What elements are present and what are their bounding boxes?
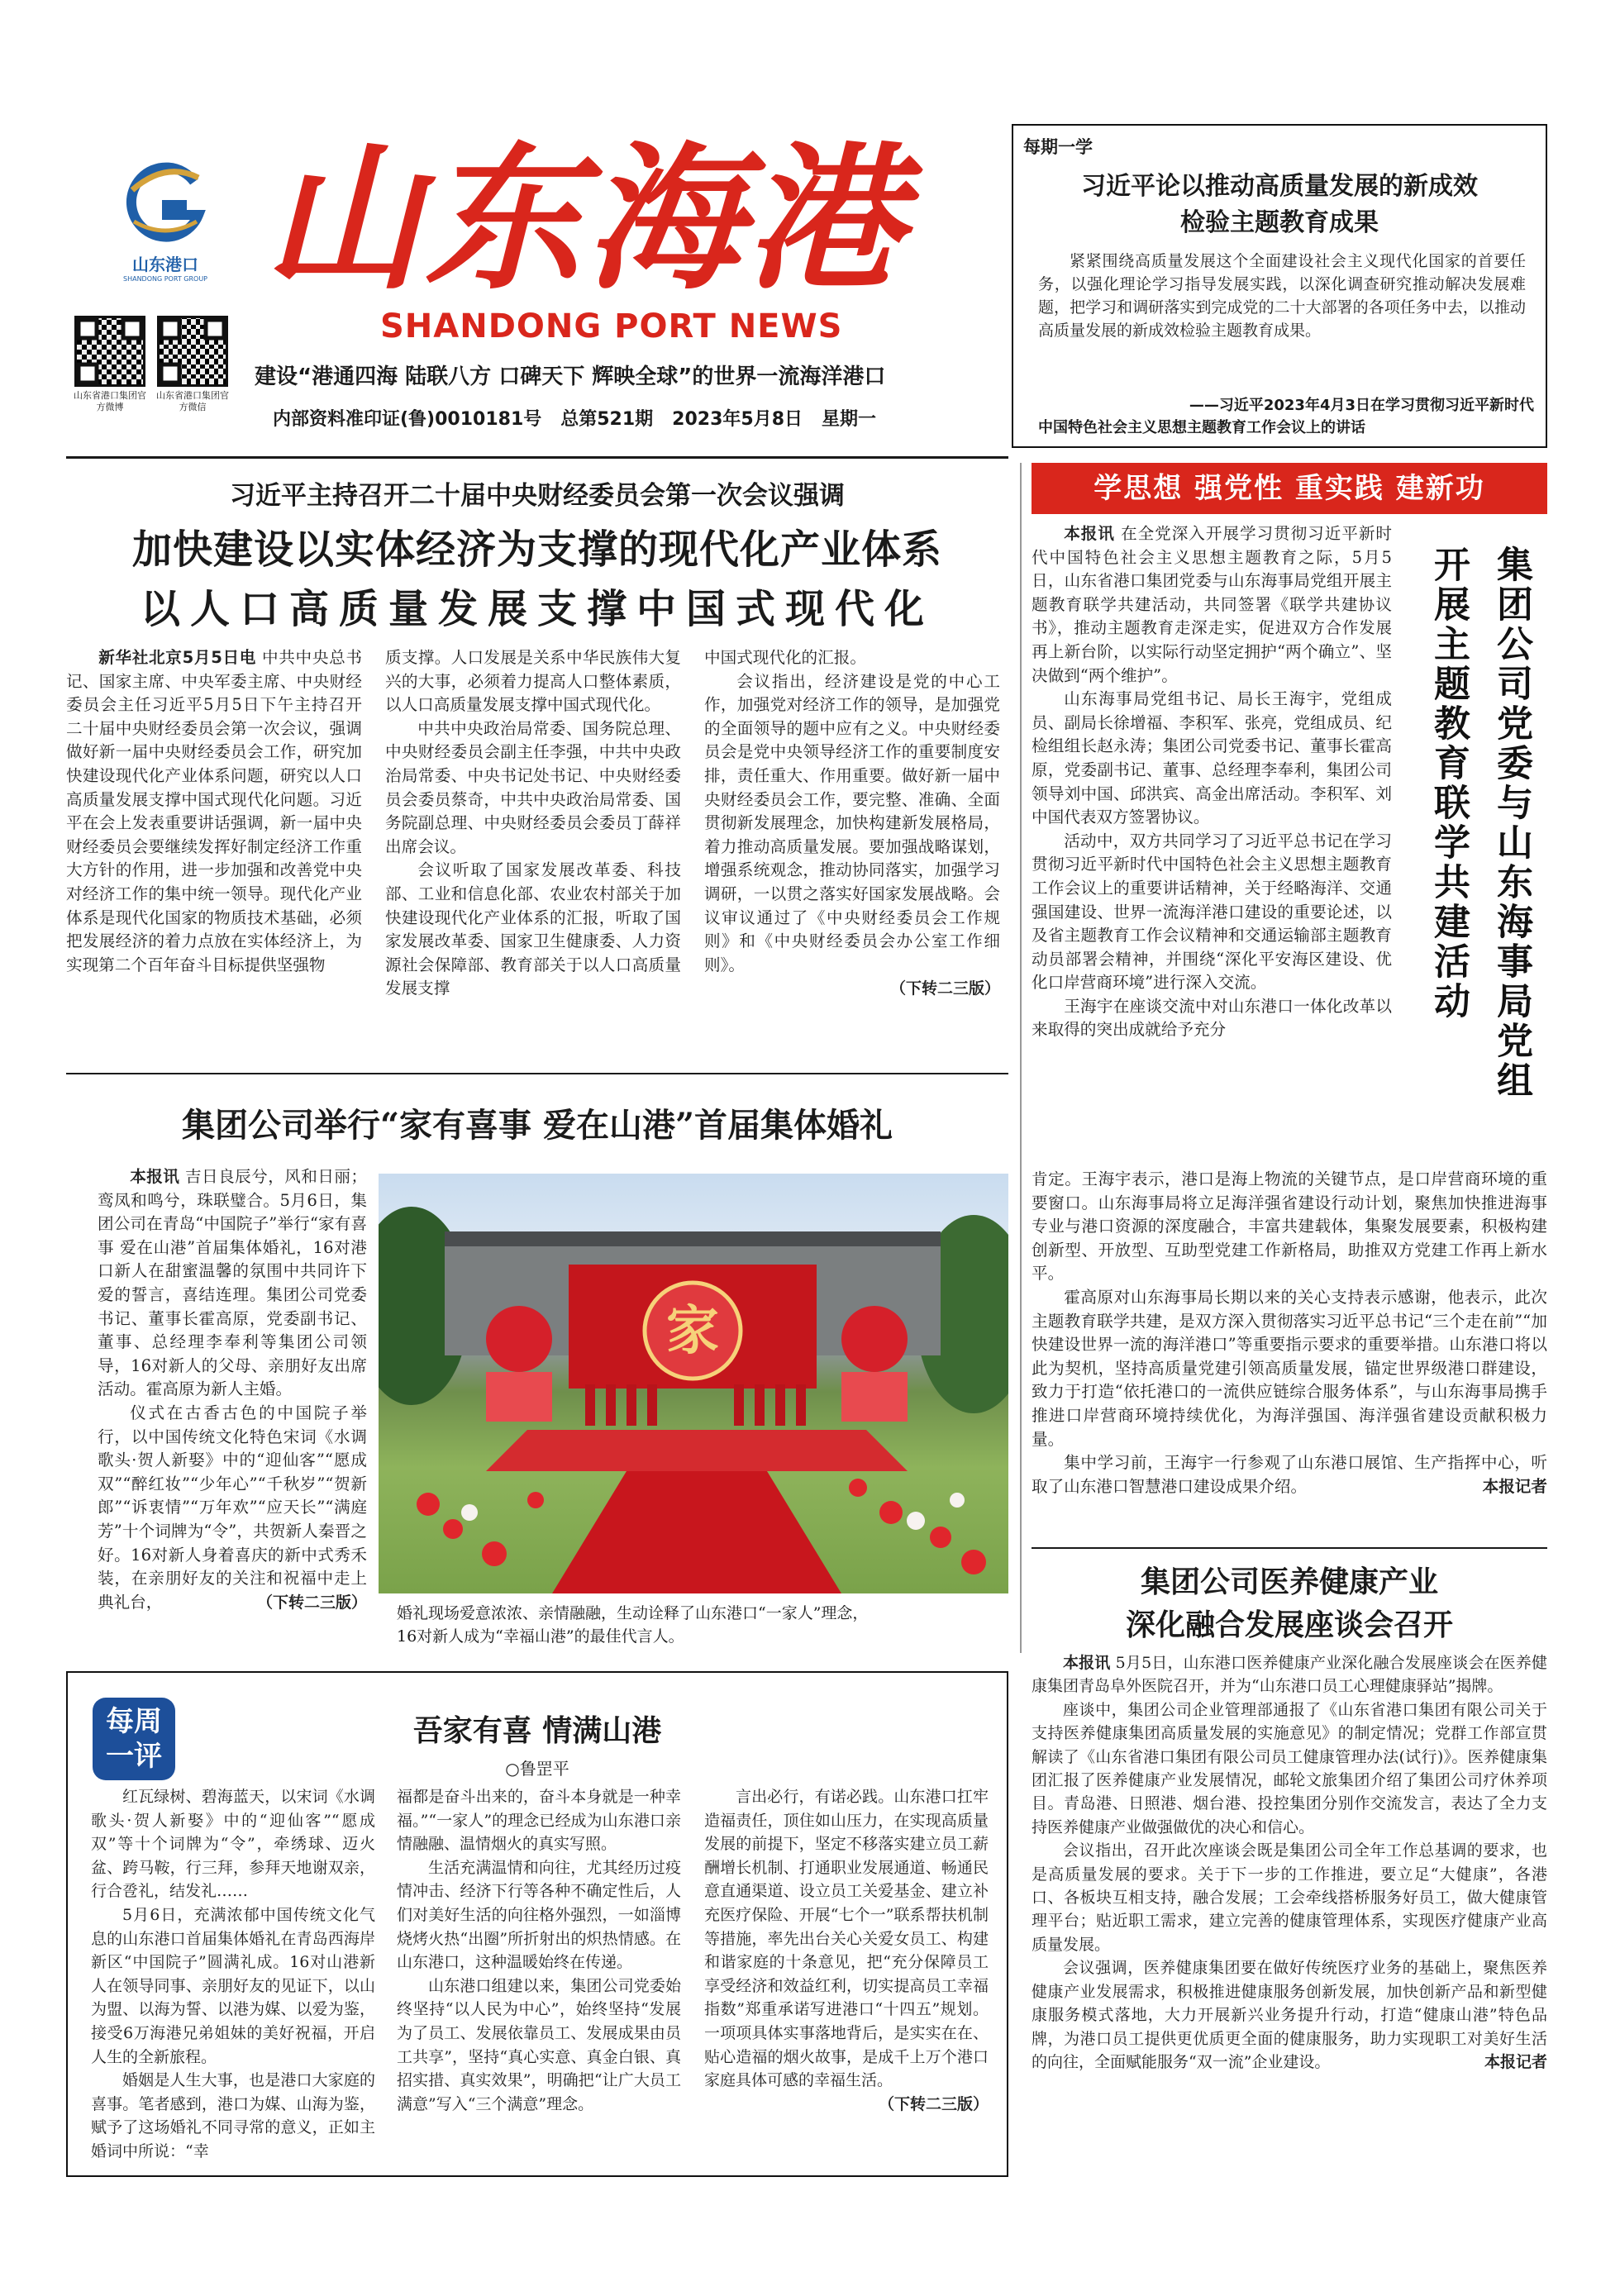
qr-weibo[interactable] bbox=[74, 316, 145, 387]
wedding-photo bbox=[379, 1174, 1008, 1593]
column-divider bbox=[1020, 463, 1022, 1653]
right-story-lower bbox=[1032, 1168, 1547, 1498]
health-p2: 座谈中，集团公司企业管理部通报了《山东省港口集团有限公司关于支持医养健康集团高质量发展的实施意见》的制定情况；党群工作部宣贯解读了《山东省港口集团有限公司员工健康管理办法(试行)》。医养健康集团汇报了医养健康产业发展情况，邮轮文旅集团介绍了集团公司疗休养项目。青岛港、日照港、烟台港、投控集团分别作交流发言，表达了全力支持医养健康产业做强做优的决心和信心。 bbox=[1032, 1700, 1547, 1836]
qr-weibo-caption: 山东省港口集团官方微博 bbox=[74, 390, 146, 412]
weekly-box bbox=[66, 1671, 1008, 2177]
right-story-upper bbox=[1032, 522, 1392, 1042]
masthead-title: 山东海港 bbox=[264, 126, 907, 311]
study-title-line2: 检验主题教育成果 bbox=[1180, 208, 1379, 237]
study-source-line2: 中国特色社会主义思想主题教育工作会议上的讲话 bbox=[1038, 419, 1365, 436]
right-p3: 活动中，双方共同学习了习近平总书记在学习贯彻习近平新时代中国特色社会主义思想主题教育工作会议上的重要讲话精神，关于经略海洋、交通强国建设、世界一流海洋港口建设的重要论述，以及省主题教育工作会议精神和交通运输部主题教育动员部署会精神，并围绕“深化平安海区建设、优化口岸营商环境”进行深入交流。 bbox=[1032, 831, 1392, 993]
right-banner: 学思想 强党性 重实践 建新功 bbox=[1032, 463, 1547, 514]
health-headline-2: 深化融合发展座谈会召开 bbox=[1125, 1608, 1453, 1642]
wedding-caption-line2: 16对新人成为“幸福山港”的最佳代言人。 bbox=[397, 1627, 684, 1646]
logo-label: 山东港口 bbox=[132, 255, 198, 274]
right-p5: 霍高原对山东海事局长期以来的关心支持表示感谢，他表示，此次主题教育联学共建，是双方深入贯彻落实习近平总书记“三个走在前”“加快建设世界一流的海洋港口”等重要指示要求的重要举措。山东港口将以此为契机，坚持高质量党建引领高质量发展，锚定世界级港口群建设，致力于打造“依托港口的一流供应链综合服务体系”，与山东海事局携手推进口岸营商环境持续优化，为海洋强国、海洋强省建设贡献积极力量。 bbox=[1032, 1287, 1547, 1449]
weekly-col3-p1: 言出必行，有诺必践。山东港口扛牢造福责任，顶住如山压力，在实现高质量发展的前提下，坚定不移落实建立员工薪酬增长机制、打通职业发展通道、畅通民意直通渠道、设立员工关爱基金、建立补充医疗保险、开展“七个一”联系帮扶机制等措施，率先出台关心关爱女员工、构建和谐家庭的十条意见，把“充分保障员工享受经济和效益红利，切实提高员工幸福指数”郑重承诺写进港口“十四五”规划。一项项具体实事落地背后，是实实在在、贴心造福的烟火故事，是成千上万个港口家庭具体可感的幸福生活。 bbox=[704, 1788, 989, 2090]
right-p2: 山东海事局党组书记、局长王海宇，党组成员、副局长徐增福、李积军、张亮，党组成员、纪检组组长赵永涛；集团公司党委书记、董事长霍高原，党委副书记、董事、总经理李奉利，集团公司领导刘中国、邱洪宾、高金出席活动。李积军、刘中国代表双方签署协议。 bbox=[1032, 689, 1392, 827]
logo-g-icon bbox=[116, 157, 215, 248]
weekly-col-1 bbox=[91, 1785, 375, 2164]
health-p1: 5月5日，山东港口医养健康产业深化融合发展座谈会在医养健康集团青岛阜外医院召开，并为“山东港口员工心理健康驿站”揭牌。 bbox=[1032, 1654, 1547, 1696]
weekly-col1-p3: 婚姻是人生大事，也是港口大家庭的喜事。笔者感到，港口为媒、山海为鉴，赋予了这场婚礼不同寻常的意义，正如主婚词中所说：“幸 bbox=[91, 2071, 375, 2160]
study-box-quote bbox=[1038, 250, 1526, 342]
weekly-col-2 bbox=[397, 1785, 681, 2116]
lead-headline-1: 加快建设以实体经济为支撑的现代化产业体系 bbox=[131, 526, 942, 573]
study-box bbox=[1012, 124, 1547, 448]
issue-date: 2023年5月8日 bbox=[672, 409, 803, 430]
license-number: 内部资料准印证(鲁)0010181号 bbox=[273, 409, 542, 430]
study-box-title bbox=[1013, 169, 1546, 241]
wedding-lead: 本报讯 bbox=[130, 1167, 180, 1186]
weekly-col1-p1: 红瓦绿树、碧海蓝天，以宋词《水调歌头·贺人新娶》中的“迎仙客”“愿成双”等十个词牌为“令”，牵绣球、迈火盆、跨马鞍，行三拜，参拜天地谢双亲，行合卺礼，结发礼…… bbox=[91, 1788, 375, 1901]
wedding-headline: 集团公司举行“家有喜事 爱在山港”首届集体婚礼 bbox=[182, 1106, 893, 1145]
lead-headline-2: 以人口高质量发展支撑中国式现代化 bbox=[140, 586, 934, 632]
health-headline-1: 集团公司医养健康产业 bbox=[1140, 1565, 1438, 1599]
weekly-col2-p2: 生活充满温情和向往，尤其经历过疫情冲击、经济下行等各种不确定性后，人们对美好生活的向往格外强烈，一如淄博烧烤火热“出圈”所折射出的炽热情感。在山东港口，这种温暖始终在传递。 bbox=[397, 1858, 681, 1972]
lead-dateline: 新华社北京5月5日电 bbox=[98, 648, 257, 667]
lead-col3-p2: 会议指出，经济建设是党的中心工作，加强党对经济工作的领导，是加强党的全面领导的题中应有之义。中央财经委员会是党中央领导经济工作的重要制度安排，责任重大、作用重要。做好新一届中央财经委员会工作，要完整、准确、全面贯彻新发展理念，加快构建新发展格局，着力推动高质量发展。要加强战略谋划，增强系统观念，推动协同落实，加强学习调研，一以贯之落实好国家发展战略。会议审议通过了《中央财经委员会工作规则》和《中央财经委员会办公室工作细则》。 bbox=[704, 671, 1000, 974]
issue-weekday: 星期一 bbox=[822, 409, 877, 430]
right-vtitle-2: 开展主题教育联学共建活动 bbox=[1427, 545, 1470, 1022]
health-p3: 会议指出，召开此次座谈会既是集团公司全年工作总基调的要求，也是高质量发展的要求。关于下一步的工作推进，要立足“大健康”，各港口、各板块互相支持，融合发展；工会牵线搭桥服务好员工，做大健康管理平台；贴近职工需求，建立完善的健康管理体系，实现医疗健康产业高质量发展。 bbox=[1032, 1841, 1547, 1954]
lead-col2-p3: 会议听取了国家发展改革委、科技部、工业和信息化部、农业农村部关于加快建设现代化产业体系的汇报，听取了国家发展改革委、国家卫生健康委、人力资源社会保障部、教育部关于以人口高质量发展支撑 bbox=[385, 860, 681, 998]
health-byline: 本报记者 bbox=[1484, 2052, 1547, 2071]
weekly-badge-line1: 每周 bbox=[106, 1705, 162, 1738]
right-p4b: 肯定。王海宇表示，港口是海上物流的关键节点，是口岸营商环境的重要窗口。山东海事局将立足海洋强省建设行动计划，聚焦加快推进海事专业与港口资源的深度融合，丰富共建载体，集聚发展要素，积极构建创新型、开放型、互助型党建工作新格局，助推双方党建工作再上新水平。 bbox=[1032, 1169, 1547, 1284]
qr-wechat-caption: 山东省港口集团官方微信 bbox=[156, 390, 229, 412]
weekly-continued[interactable]: （下转二三版） bbox=[878, 2094, 989, 2113]
wedding-p2: 仪式在古香古色的中国院子举行，以中国传统文化特色宋词《水调歌头·贺人新娶》中的“迎仙客”“愿成双”“醉红妆”“少年心”“千秋岁”“贺新郎”“诉衷情”“万年欢”“应天长”“满庭芳”十个词牌为“令”，共贺新人秦晋之好。16对新人身着喜庆的新中式秀禾装，在亲朋好友的关注和祝福中走上典礼台， bbox=[98, 1403, 367, 1612]
qr-wechat[interactable] bbox=[157, 316, 228, 387]
masthead-divider bbox=[66, 456, 1008, 459]
wedding-photo-scene bbox=[379, 1174, 1008, 1593]
group-logo bbox=[116, 157, 215, 281]
lead-col-2 bbox=[385, 646, 681, 1001]
right-p6: 集中学习前，王海宇一行参观了山东港口展馆、生产指挥中心，听取了山东港口智慧港口建设成果介绍。 bbox=[1032, 1453, 1547, 1496]
issue-number: 总第521期 bbox=[560, 409, 654, 430]
lead-col-1 bbox=[66, 646, 362, 977]
right-story-lead: 本报讯 bbox=[1064, 524, 1115, 543]
lead-kicker: 习近平主持召开二十届中央财经委员会第一次会议强调 bbox=[230, 481, 845, 511]
lead-col-3 bbox=[704, 646, 1000, 1001]
study-source-line1: ——习近平2023年4月3日在学习贯彻习近平新时代 bbox=[1189, 397, 1534, 414]
masthead-info bbox=[273, 405, 876, 431]
wedding-p1: 吉日良辰兮，风和日丽；鸾凤和鸣兮，珠联璧合。5月6日，集团公司在青岛“中国院子”举行“家有喜事 爱在山港”首届集体婚礼，16对港口新人在甜蜜温馨的氛围中共同许下爱的誓言，喜结连理。集团公司党委书记、董事长霍高原，党委副书记、董事、总经理李奉利等集团公司领导，16对新人的父母、亲朋好友出席活动。霍高原为新人主婚。 bbox=[98, 1167, 368, 1399]
right-vtitle-1: 集团公司党委与山东海事局党组 bbox=[1490, 545, 1532, 1101]
right-byline: 本报记者 bbox=[1482, 1476, 1547, 1496]
wedding-divider bbox=[66, 1073, 1008, 1074]
masthead-slogan: 建设“港通四海 陆联八方 口碑天下 辉映全球”的世界一流海洋港口 bbox=[255, 364, 886, 389]
weekly-col2-p3: 山东港口组建以来，集团公司党委始终坚持“以人民为中心”，始终坚持“发展为了员工、发展依靠员工、发展成果由员工共享”，坚持“真心实意、真金白银、真招实措、真实效果”，明确把“让广大员工满意”写入“三个满意”理念。 bbox=[397, 1976, 681, 2113]
study-title-line1: 习近平论以推动高质量发展的新成效 bbox=[1081, 172, 1478, 201]
health-text bbox=[1032, 1651, 1547, 2074]
health-lead: 本报讯 bbox=[1063, 1654, 1111, 1672]
right-story-title bbox=[1398, 545, 1547, 1116]
weekly-headline: 吾家有喜 情满山港 bbox=[412, 1714, 662, 1748]
weekly-col2-p1: 福都是奋斗出来的，奋斗本身就是一种幸福。”“一家人”的理念已经成为山东港口亲情融融、温情烟火的真实写照。 bbox=[397, 1788, 681, 1854]
right-p1: 在全党深入开展学习贯彻习近平新时代中国特色社会主义思想主题教育之际，5月5日，山东省港口集团党委与山东海事局党组开展主题教育联学共建活动，共同签署《联学共建协议书》，推动主题教育走深走实，促进双方合作发展再上新台阶，以实际行动坚定拥护“两个确立”、坚决做到“两个维护”。 bbox=[1032, 524, 1393, 685]
right-p4a: 王海宇在座谈交流中对山东港口一体化改革以来取得的突出成就给予充分 bbox=[1032, 996, 1392, 1040]
weekly-badge-line2: 一评 bbox=[106, 1740, 162, 1773]
masthead-english: SHANDONG PORT NEWS bbox=[380, 307, 843, 345]
lead-col3-p1: 中国式现代化的汇报。 bbox=[704, 648, 866, 667]
wedding-text bbox=[98, 1165, 367, 1614]
qr-code-icon bbox=[160, 318, 226, 384]
wedding-caption-line1: 婚礼现场爱意浓浓、亲情融融，生动诠释了山东港口“一家人”理念， bbox=[397, 1604, 869, 1622]
lead-continued[interactable]: （下转二三版） bbox=[889, 979, 1000, 998]
qr-code-icon bbox=[77, 318, 143, 384]
masthead bbox=[66, 124, 1008, 455]
study-box-source bbox=[1030, 394, 1534, 439]
weekly-col1-p2: 5月6日，充满浓郁中国传统文化气息的山东港口首届集体婚礼在青岛西海岸新区“中国院子”圆满礼成。16对山港新人在领导同事、亲朋好友的见证下，以山为盟、以海为誓、以港为媒、以爱为鉴，接受6万海港兄弟姐妹的美好祝福，开启人生的全新旅程。 bbox=[91, 1905, 375, 2066]
study-quote-text: 紧紧围绕高质量发展这个全面建设社会主义现代化国家的首要任务，以强化理论学习指导发展实践，以深化调查研究推动解决发展难题，把学习和调研落实到完成党的二十大部署的各项任务中去，以推动高质量发展的新成效检验主题教育成果。 bbox=[1038, 252, 1526, 340]
lead-col2-p1: 质支撑。人口发展是关系中华民族伟大复兴的大事，必须着力提高人口整体素质，以人口高质量发展支撑中国式现代化。 bbox=[385, 648, 681, 715]
health-headline bbox=[1032, 1560, 1547, 1646]
weekly-author: ○鲁罡平 bbox=[505, 1759, 569, 1779]
wedding-caption bbox=[397, 1602, 1008, 1648]
weekly-col-3 bbox=[704, 1785, 989, 2116]
health-p4: 会议强调，医养健康集团要在做好传统医疗业务的基础上，聚焦医养健康产业发展需求，积极推进健康服务创新发展，加快创新产品和新型健康服务模式落地，大力开展新兴业务提升行动，打造“健康山港”特色品牌，为港口员工提供更优质更全面的健康服务，助力实现职工对美好生活的向往，全面赋能服务“双一流”企业建设。 bbox=[1032, 1959, 1547, 2071]
lead-story bbox=[66, 463, 1008, 1058]
lead-col2-p2: 中共中央政治局常委、国务院总理、中央财经委员会副主任李强，中共中央政治局常委、中央书记处书记、中央财经委员会委员蔡奇，中共中央政治局常委、国务院副总理、中央财经委员会委员丁薛祥出席会议。 bbox=[385, 718, 681, 856]
lead-col1-text: 中共中央总书记、国家主席、中央军委主席、中央财经委员会主任习近平5月5日下午主持召开二十届中央财经委员会第一次会议，强调做好新一届中央财经委员会工作，研究加快建设现代化产业体系问题，研究以人口高质量发展支撑中国式现代化问题。习近平在会上发表重要讲话强调，新一届中央财经委员会要继续发挥好制定经济工作重大方针的作用，进一步加强和改善党中央对经济工作的集中统一领导。现代化产业体系是现代化国家的物质技术基础，必须把发展经济的着力点放在实体经济上，为实现第二个百年奋斗目标提供坚强物 bbox=[66, 648, 362, 974]
logo-sub: SHANDONG PORT GROUP bbox=[123, 275, 207, 283]
study-box-tag: 每期一学 bbox=[1023, 137, 1093, 157]
health-divider bbox=[1032, 1547, 1547, 1549]
stage-character: 家 bbox=[666, 1300, 719, 1362]
wedding-continued[interactable]: （下转二三版） bbox=[256, 1593, 367, 1612]
